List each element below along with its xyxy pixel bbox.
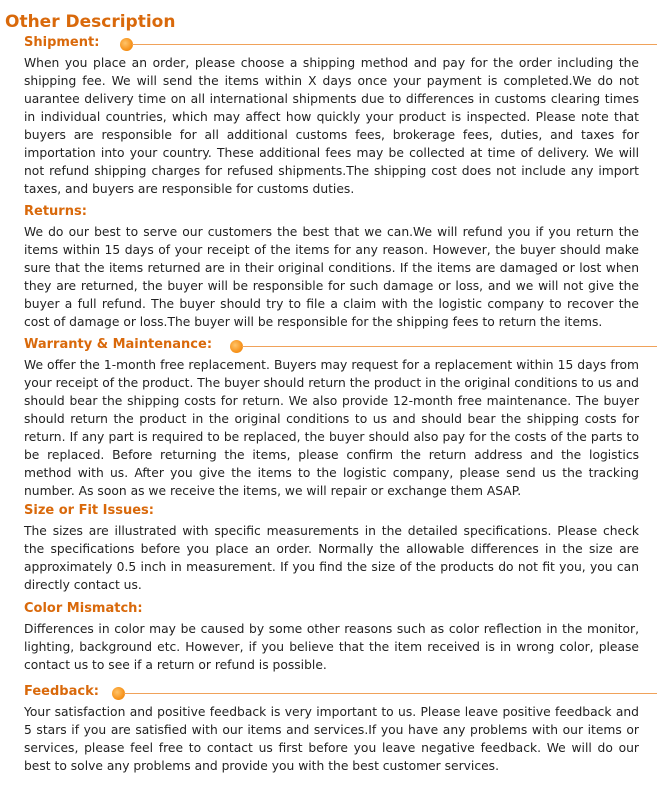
section-returns: [0, 203, 657, 331]
section-header: [0, 336, 657, 356]
section-warranty: [0, 336, 657, 500]
section-shipment: [0, 34, 657, 198]
section-size-fit: [0, 502, 657, 594]
section-header: [0, 502, 657, 522]
section-heading: Warranty & Maintenance:: [24, 337, 213, 352]
section-heading: Shipment:: [24, 35, 100, 50]
section-heading: Returns:: [24, 204, 87, 219]
section-feedback: [0, 683, 657, 775]
section-heading: Feedback:: [24, 684, 99, 699]
section-body: Differences in color may be caused by some other reasons such as color reflection in the monitor, lighting, background etc. However, if you believe that the item received is in wrong color, please contact us to see if a return or refund is possible.: [24, 622, 639, 672]
section-body: We offer the 1-month free replacement. Buyers may request for a replacement within 15 days from your receipt of the product. The buyer should return the product in the original conditions to us and should bear the shipping costs for return. We also provide 12-month free maintenance. The buyer should return the product in the original conditions to us and should bear the shipping costs for return. If any part is required to be replaced, the buyer should also pay for the costs of the parts to be replaced. Before returning the items, please confirm the return address and the logistics method with us. After you give the items to the logistic company, please send us the tracking number. As soon as we receive the items, we will repair or exchange them ASAP.: [24, 358, 639, 498]
section-heading: Color Mismatch:: [24, 601, 143, 616]
divider-line: [124, 693, 657, 694]
section-body: Your satisfaction and positive feedback is very important to us. Please leave positive feedback and 5 stars if you are satisfied with our items and services.If you have any problems with our items or services, please feel free to contact us first before you leave negative feedback. We will do our best to solve any problems and provide you with the best customer services.: [24, 705, 639, 773]
section-body: We do our best to serve our customers the best that we can.We will refund you if you return the items within 15 days of your receipt of the items for any reason. However, the buyer should make sure that the items returned are in their original conditions. If the items are damaged or lost when they are returned, the buyer will be responsible for such damage or loss, and we will not give the buyer a full refund. The buyer should try to file a claim with the logistic company to recover the cost of damage or loss.The buyer will be responsible for the shipping fees to return the items.: [24, 225, 639, 329]
section-color-mismatch: [0, 600, 657, 674]
divider-line: [242, 346, 657, 347]
page-title: Other Description: [5, 12, 176, 32]
section-header: [0, 600, 657, 620]
divider-line: [132, 44, 657, 45]
section-header: [0, 203, 657, 223]
section-header: [0, 34, 657, 54]
section-heading: Size or Fit Issues:: [24, 503, 154, 518]
section-body: The sizes are illustrated with specific measurements in the detailed specifications. Please check the specifications before you place an order. Normally the allowable differences in the size are approximately 0.5 inch in measurement. If you find the size of the products do not fit you, you can directly contact us.: [24, 524, 639, 592]
section-header: [0, 683, 657, 703]
section-body: When you place an order, please choose a shipping method and pay for the order including the shipping fee. We will send the items within X days once your payment is completed.We do not uarantee delivery time on all international shipments due to differences in customs clearing times in individual countries, which may affect how quickly your product is inspected. Please note that buyers are responsible for all additional customs fees, brokerage fees, duties, and taxes for importation into your country. These additional fees may be collected at time of delivery. We will not refund shipping charges for refused shipments.The shipping cost does not include any import taxes, and buyers are responsible for customs duties.: [24, 56, 639, 196]
